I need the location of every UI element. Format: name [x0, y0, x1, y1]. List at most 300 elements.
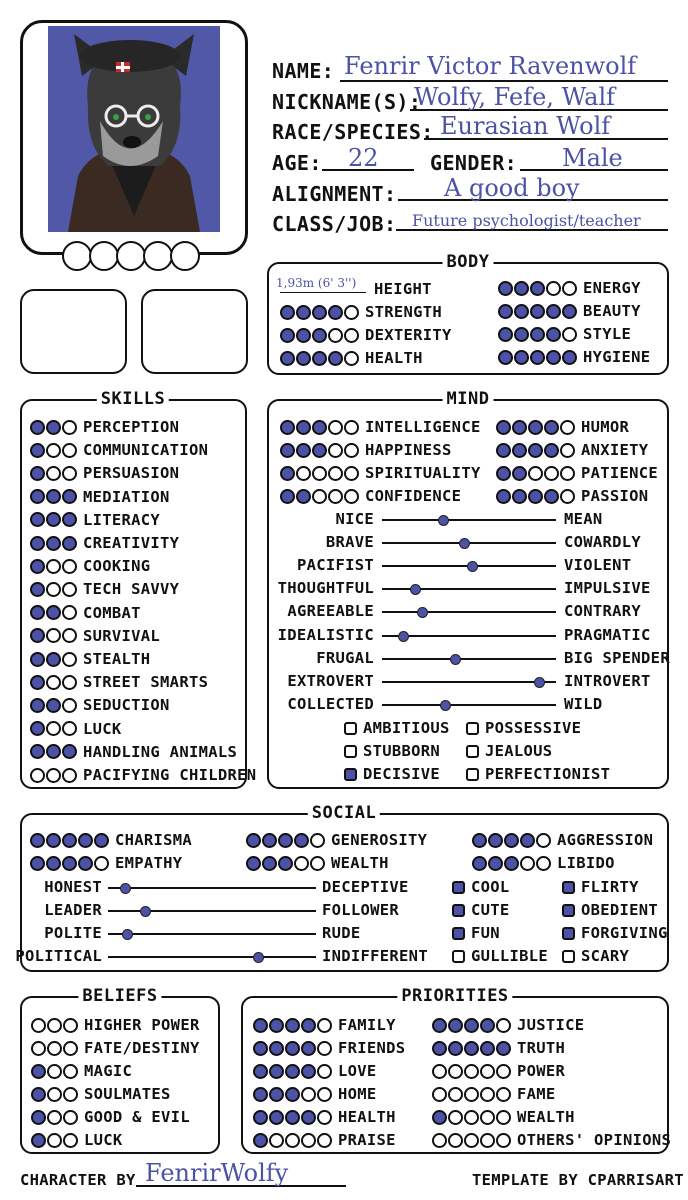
- rating-dot: [464, 1087, 479, 1102]
- extra-image-box: [20, 289, 127, 374]
- rating-dot: [488, 833, 503, 848]
- rating-dots: [280, 443, 359, 458]
- rating-dot: [253, 1041, 268, 1056]
- rating-dot: [46, 443, 61, 458]
- rating-dot: [46, 420, 61, 435]
- rating-dot: [528, 420, 543, 435]
- rating-dot: [432, 1064, 447, 1079]
- social-stat-label: LIBIDO: [557, 854, 615, 872]
- rating-dot: [62, 652, 77, 667]
- rating-dot: [562, 350, 577, 365]
- rating-dot: [560, 466, 575, 481]
- rating-dot: [496, 1018, 511, 1033]
- social-slider-left-label: POLITICAL: [15, 947, 102, 965]
- rating-dot: [30, 628, 45, 643]
- rating-dot: [296, 351, 311, 366]
- rating-dots: [31, 1087, 78, 1102]
- rating-dot: [562, 327, 577, 342]
- body-stat: [498, 347, 650, 367]
- rating-dot: [301, 1064, 316, 1079]
- checkbox: [466, 745, 479, 758]
- rating-dot: [30, 698, 45, 713]
- rating-dots: [498, 327, 577, 342]
- skill-row-label: STEALTH: [83, 650, 151, 668]
- rating-dot: [448, 1110, 463, 1125]
- rating-dot: [62, 512, 77, 527]
- priority-row: [253, 1038, 405, 1058]
- age-label: AGE:: [272, 151, 322, 175]
- rating-dot: [301, 1110, 316, 1125]
- rating-dot: [30, 652, 45, 667]
- social-stat: [30, 853, 182, 873]
- rating-dot: [62, 628, 77, 643]
- priority-row-label: PRAISE: [338, 1131, 396, 1149]
- rating-dot: [344, 305, 359, 320]
- skill-row: [30, 649, 150, 669]
- rating-dot: [30, 443, 45, 458]
- rating-dot: [285, 1110, 300, 1125]
- rating-dot: [280, 466, 295, 481]
- rating-dot: [296, 489, 311, 504]
- rating-dot: [63, 1110, 78, 1125]
- priority-row: [432, 1061, 565, 1081]
- rating-dot: [46, 833, 61, 848]
- rating-dot: [278, 833, 293, 848]
- rating-dot: [269, 1041, 284, 1056]
- social-check-label: FUN: [471, 924, 500, 942]
- rating-dots: [30, 856, 109, 871]
- rating-dots: [432, 1018, 511, 1033]
- rating-dots: [31, 1064, 78, 1079]
- mind-slider-knob: [398, 631, 409, 642]
- rating-dot: [546, 281, 561, 296]
- skill-row: [30, 487, 170, 507]
- priority-row: [253, 1130, 396, 1150]
- mind-slider-track: [382, 704, 556, 706]
- mind-slider-left-label: AGREEABLE: [287, 602, 374, 621]
- rating-dot: [528, 489, 543, 504]
- rating-dot: [448, 1018, 463, 1033]
- checkbox: [344, 722, 357, 735]
- social-slider-right-label: FOLLOWER: [322, 901, 400, 919]
- rating-dot: [432, 1087, 447, 1102]
- rating-dots: [496, 420, 575, 435]
- body-stat: [498, 324, 631, 344]
- rating-dots: [30, 420, 77, 435]
- rating-dot: [246, 856, 261, 871]
- rating-dots: [30, 582, 77, 597]
- skill-row: [30, 695, 170, 715]
- mind-check: [466, 764, 610, 784]
- rating-dot: [448, 1041, 463, 1056]
- portrait-badge: [116, 241, 146, 271]
- social-slider-right-label: INDIFFERENT: [322, 947, 428, 965]
- rating-dot: [63, 1018, 78, 1033]
- rating-dot: [30, 856, 45, 871]
- rating-dot: [46, 489, 61, 504]
- mind-slider-right-label: PRAGMATIC: [564, 625, 651, 644]
- rating-dots: [30, 768, 77, 783]
- rating-dots: [253, 1087, 332, 1102]
- social-slider-right-label: RUDE: [322, 924, 361, 942]
- mind-slider-right-label: MEAN: [564, 510, 603, 528]
- rating-dot: [496, 443, 511, 458]
- rating-dot: [317, 1041, 332, 1056]
- rating-dot: [514, 327, 529, 342]
- mind-slider-track: [382, 519, 556, 521]
- rating-dot: [262, 856, 277, 871]
- rating-dots: [30, 605, 77, 620]
- checkbox: [562, 904, 575, 917]
- rating-dots: [253, 1041, 332, 1056]
- skill-row: [30, 556, 150, 576]
- belief-row-label: MAGIC: [84, 1062, 133, 1080]
- priority-row: [432, 1015, 584, 1035]
- rating-dot: [63, 1064, 78, 1079]
- rating-dot: [480, 1087, 495, 1102]
- height-label: HEIGHT: [374, 280, 432, 298]
- mind-stat: [280, 440, 452, 460]
- rating-dot: [496, 1087, 511, 1102]
- checkbox: [562, 881, 575, 894]
- rating-dot: [285, 1133, 300, 1148]
- rating-dots: [253, 1064, 332, 1079]
- rating-dot: [246, 833, 261, 848]
- rating-dot: [480, 1041, 495, 1056]
- rating-dot: [62, 675, 77, 690]
- checkbox: [452, 927, 465, 940]
- nickname-value: Wolfy, Fefe, Walf: [414, 83, 616, 111]
- rating-dots: [472, 856, 551, 871]
- mind-stat: [496, 486, 648, 506]
- rating-dot: [344, 489, 359, 504]
- social-check: [452, 923, 500, 943]
- social-stat-label: GENEROSITY: [331, 831, 428, 849]
- mind-check: [344, 741, 440, 761]
- gender-label: GENDER:: [430, 151, 518, 175]
- mind-slider-right-label: VIOLENT: [564, 556, 632, 575]
- rating-dot: [310, 856, 325, 871]
- rating-dot: [62, 559, 77, 574]
- rating-dot: [31, 1041, 46, 1056]
- rating-dots: [432, 1110, 511, 1125]
- mind-slider-knob: [534, 677, 545, 688]
- rating-dot: [63, 1041, 78, 1056]
- rating-dot: [30, 420, 45, 435]
- rating-dot: [317, 1133, 332, 1148]
- rating-dot: [464, 1133, 479, 1148]
- rating-dots: [30, 536, 77, 551]
- rating-dot: [301, 1087, 316, 1102]
- rating-dots: [496, 466, 575, 481]
- skill-row-label: TECH SAVVY: [83, 580, 180, 599]
- belief-row-label: SOULMATES: [84, 1085, 171, 1103]
- mind-slider-left-label: BRAVE: [325, 533, 374, 552]
- rating-dot: [560, 443, 575, 458]
- rating-dot: [312, 328, 327, 343]
- rating-dots: [31, 1133, 78, 1148]
- rating-dot: [544, 489, 559, 504]
- name-value: Fenrir Victor Ravenwolf: [344, 52, 637, 80]
- rating-dot: [498, 304, 513, 319]
- rating-dot: [30, 768, 45, 783]
- rating-dot: [544, 466, 559, 481]
- rating-dot: [560, 489, 575, 504]
- rating-dot: [312, 466, 327, 481]
- rating-dot: [30, 536, 45, 551]
- rating-dot: [496, 466, 511, 481]
- rating-dot: [448, 1133, 463, 1148]
- priority-row-label: FAMILY: [338, 1016, 396, 1034]
- body-stat-label: HYGIENE: [583, 348, 651, 366]
- mind-check-label: PERFECTIONIST: [485, 765, 611, 783]
- rating-dots: [253, 1133, 332, 1148]
- rating-dot: [296, 305, 311, 320]
- rating-dots: [280, 420, 359, 435]
- social-slider-knob: [253, 952, 264, 963]
- rating-dot: [30, 605, 45, 620]
- rating-dot: [280, 443, 295, 458]
- rating-dot: [269, 1133, 284, 1148]
- rating-dot: [312, 420, 327, 435]
- rating-dot: [328, 420, 343, 435]
- rating-dot: [530, 281, 545, 296]
- mind-slider-right-label: CONTRARY: [564, 602, 642, 621]
- mind-stat-label: INTELLIGENCE: [365, 418, 481, 436]
- rating-dot: [30, 675, 45, 690]
- rating-dots: [498, 350, 577, 365]
- rating-dots: [30, 652, 77, 667]
- social-check: [562, 877, 639, 897]
- rating-dot: [78, 856, 93, 871]
- rating-dot: [530, 350, 545, 365]
- rating-dot: [328, 443, 343, 458]
- rating-dot: [512, 420, 527, 435]
- social-title: SOCIAL: [308, 804, 380, 822]
- rating-dot: [530, 304, 545, 319]
- rating-dot: [46, 675, 61, 690]
- rating-dot: [310, 833, 325, 848]
- rating-dot: [312, 489, 327, 504]
- rating-dot: [31, 1110, 46, 1125]
- priority-row: [432, 1107, 575, 1127]
- mind-stat-label: ANXIETY: [581, 441, 649, 459]
- checkbox: [562, 950, 575, 963]
- rating-dot: [528, 466, 543, 481]
- rating-dot: [328, 328, 343, 343]
- mind-check-label: STUBBORN: [363, 742, 441, 760]
- portrait-badge: [143, 241, 173, 271]
- rating-dot: [448, 1087, 463, 1102]
- rating-dot: [504, 856, 519, 871]
- rating-dot: [498, 281, 513, 296]
- rating-dot: [530, 327, 545, 342]
- rating-dot: [472, 856, 487, 871]
- rating-dots: [280, 305, 359, 320]
- belief-row: [31, 1061, 132, 1081]
- rating-dots: [30, 443, 77, 458]
- rating-dot: [296, 328, 311, 343]
- rating-dot: [285, 1087, 300, 1102]
- checkbox: [452, 904, 465, 917]
- social-check-label: FLIRTY: [581, 878, 639, 896]
- name-label: NAME:: [272, 59, 335, 83]
- priority-row-label: WEALTH: [517, 1108, 575, 1126]
- rating-dots: [31, 1018, 78, 1033]
- mind-check-label: DECISIVE: [363, 765, 441, 783]
- social-stat-label: WEALTH: [331, 854, 389, 872]
- rating-dots: [246, 856, 325, 871]
- skill-row-label: LUCK: [83, 719, 122, 738]
- portrait-badge: [89, 241, 119, 271]
- rating-dot: [328, 489, 343, 504]
- rating-dot: [294, 856, 309, 871]
- mind-slider-right-label: INTROVERT: [564, 671, 651, 690]
- rating-dot: [496, 1041, 511, 1056]
- mind-stat-label: CONFIDENCE: [365, 487, 462, 505]
- priority-row: [253, 1107, 396, 1127]
- rating-dot: [47, 1087, 62, 1102]
- social-stat-label: AGGRESSION: [557, 831, 654, 849]
- rating-dot: [328, 466, 343, 481]
- rating-dot: [546, 327, 561, 342]
- rating-dots: [496, 489, 575, 504]
- gender-value: Male: [562, 144, 623, 172]
- social-check-label: FORGIVING: [581, 924, 668, 942]
- mind-stat: [496, 463, 658, 483]
- belief-row: [31, 1015, 200, 1035]
- priority-row-label: LOVE: [338, 1062, 377, 1080]
- rating-dot: [253, 1064, 268, 1079]
- rating-dots: [280, 351, 359, 366]
- rating-dot: [269, 1018, 284, 1033]
- social-check: [562, 923, 668, 943]
- skill-row: [30, 510, 160, 530]
- belief-row: [31, 1084, 171, 1104]
- mind-check-label: JEALOUS: [485, 742, 553, 760]
- belief-row: [31, 1107, 190, 1127]
- rating-dot: [544, 420, 559, 435]
- priority-row: [253, 1084, 377, 1104]
- rating-dot: [63, 1087, 78, 1102]
- rating-dot: [46, 582, 61, 597]
- character-by-value: FenrirWolfy: [145, 1159, 289, 1187]
- priority-row-label: HEALTH: [338, 1108, 396, 1126]
- rating-dots: [280, 466, 359, 481]
- mind-slider-knob: [440, 700, 451, 711]
- rating-dot: [312, 351, 327, 366]
- rating-dot: [546, 304, 561, 319]
- checkbox: [466, 722, 479, 735]
- rating-dot: [344, 466, 359, 481]
- rating-dot: [47, 1110, 62, 1125]
- portrait-image: [48, 26, 220, 232]
- rating-dot: [30, 559, 45, 574]
- name-underline: [340, 80, 668, 82]
- belief-row-label: HIGHER POWER: [84, 1016, 200, 1034]
- skill-row-label: STREET SMARTS: [83, 673, 209, 692]
- social-slider-left-label: LEADER: [44, 901, 102, 919]
- body-stat-label: STRENGTH: [365, 303, 443, 321]
- rating-dot: [46, 856, 61, 871]
- rating-dot: [31, 1064, 46, 1079]
- priority-row: [432, 1130, 671, 1150]
- skill-row: [30, 579, 179, 599]
- rating-dots: [432, 1087, 511, 1102]
- rating-dots: [30, 675, 77, 690]
- rating-dot: [514, 304, 529, 319]
- priorities-title: PRIORITIES: [397, 987, 512, 1005]
- mind-slider-left-label: THOUGHTFUL: [277, 579, 374, 598]
- skill-row-label: SURVIVAL: [83, 626, 161, 645]
- social-stat: [472, 853, 615, 873]
- priority-row: [432, 1038, 565, 1058]
- skill-row-label: COOKING: [83, 557, 151, 576]
- priority-row-label: TRUTH: [517, 1039, 566, 1057]
- skill-row: [30, 533, 179, 553]
- rating-dot: [432, 1018, 447, 1033]
- rating-dot: [46, 512, 61, 527]
- rating-dots: [280, 489, 359, 504]
- rating-dot: [488, 856, 503, 871]
- beliefs-title: BELIEFS: [78, 987, 161, 1005]
- skill-row: [30, 626, 160, 646]
- rating-dot: [312, 305, 327, 320]
- rating-dot: [269, 1110, 284, 1125]
- priority-row-label: JUSTICE: [517, 1016, 585, 1034]
- checkbox: [452, 881, 465, 894]
- body-stat-label: STYLE: [583, 325, 632, 343]
- mind-check-label: AMBITIOUS: [363, 719, 450, 737]
- rating-dots: [30, 559, 77, 574]
- social-stat: [30, 830, 192, 850]
- mind-slider-knob: [459, 538, 470, 549]
- mind-stat-label: HAPPINESS: [365, 441, 452, 459]
- rating-dots: [30, 466, 77, 481]
- rating-dots: [31, 1110, 78, 1125]
- social-check-label: CUTE: [471, 901, 510, 919]
- rating-dots: [30, 744, 77, 759]
- body-stat: [280, 302, 442, 322]
- body-stat-label: HEALTH: [365, 349, 423, 367]
- rating-dots: [498, 304, 577, 319]
- mind-slider-right-label: IMPULSIVE: [564, 579, 651, 598]
- checkbox: [562, 927, 575, 940]
- rating-dot: [62, 856, 77, 871]
- rating-dot: [546, 350, 561, 365]
- rating-dots: [496, 443, 575, 458]
- rating-dot: [296, 466, 311, 481]
- body-stat: [280, 325, 452, 345]
- skill-row-label: HANDLING ANIMALS: [83, 742, 238, 761]
- mind-slider-left-label: EXTROVERT: [287, 671, 374, 690]
- rating-dot: [562, 281, 577, 296]
- checkbox: [344, 745, 357, 758]
- rating-dot: [30, 512, 45, 527]
- rating-dot: [278, 856, 293, 871]
- rating-dot: [496, 420, 511, 435]
- belief-row-label: FATE/DESTINY: [84, 1039, 200, 1057]
- skill-row: [30, 603, 141, 623]
- portrait-badge: [62, 241, 92, 271]
- rating-dot: [62, 489, 77, 504]
- mind-slider-track: [382, 658, 556, 660]
- rating-dot: [448, 1064, 463, 1079]
- mind-stat: [496, 440, 648, 460]
- rating-dot: [344, 328, 359, 343]
- rating-dots: [432, 1064, 511, 1079]
- mind-slider-left-label: FRUGAL: [316, 648, 374, 667]
